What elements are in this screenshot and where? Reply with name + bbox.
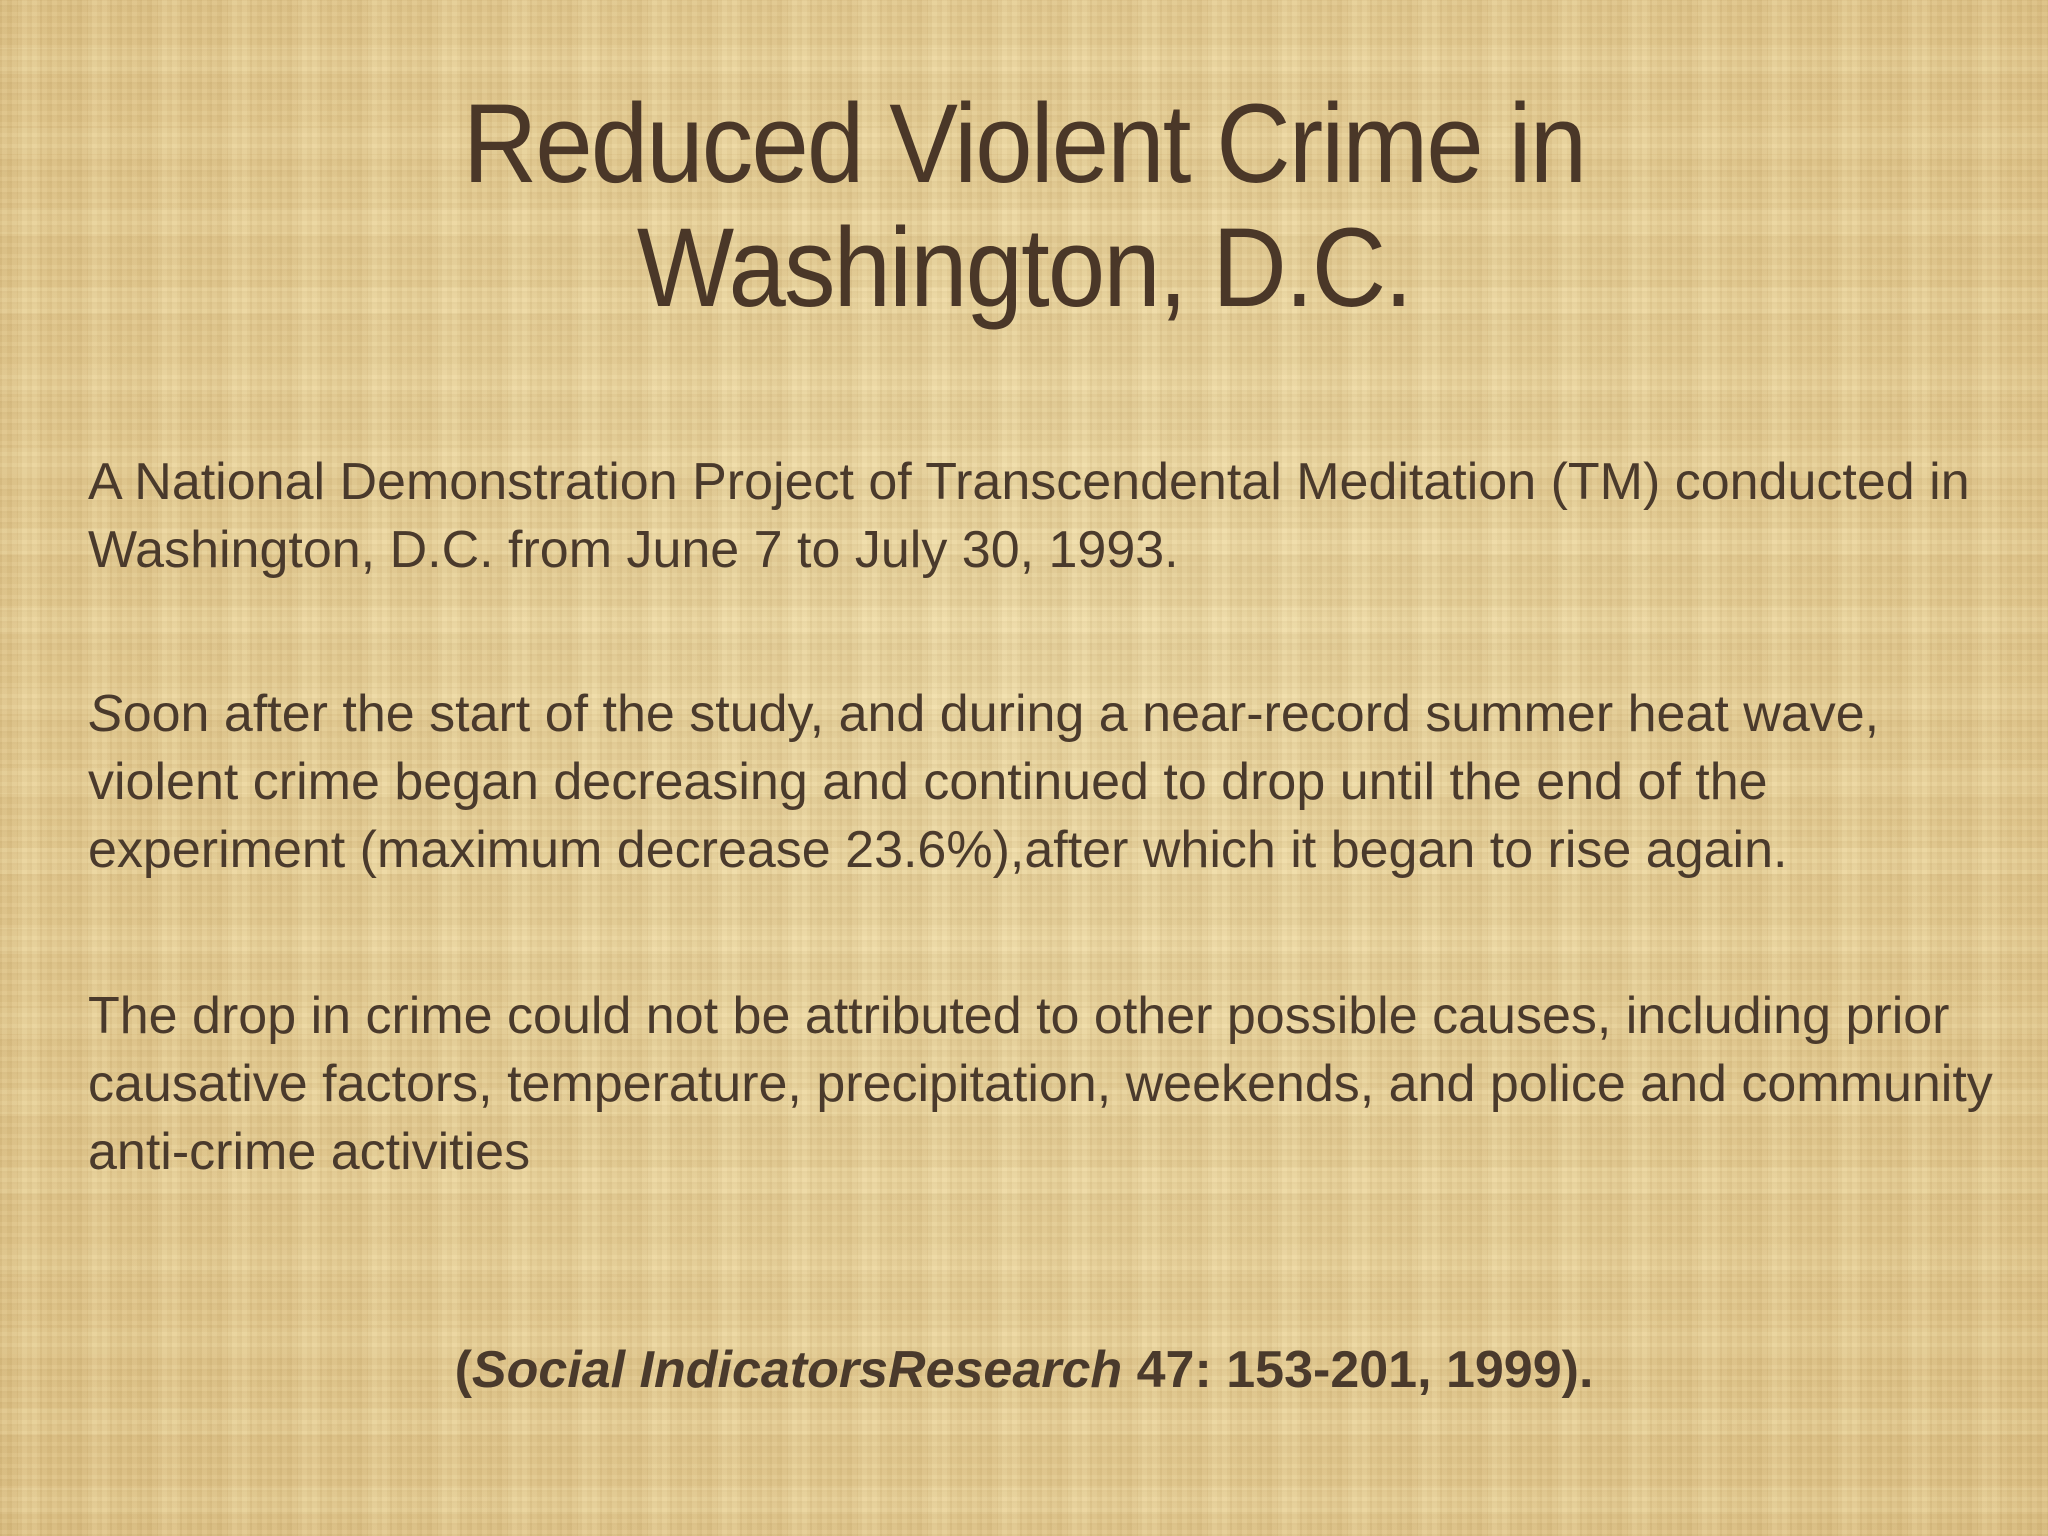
slide-body bbox=[88, 448, 2008, 1186]
slide-title bbox=[82, 82, 1966, 330]
paragraph-first-letter: S bbox=[88, 685, 123, 743]
citation-journal: Social IndicatorsResearch bbox=[471, 1341, 1123, 1399]
citation bbox=[0, 1340, 2048, 1400]
citation-open-paren: ( bbox=[454, 1341, 472, 1399]
title-line-1: Reduced Violent Crime in bbox=[462, 81, 1586, 206]
paragraph-crime-decrease-text: oon after the start of the study, and during a near-record summer heat wave, violent crime began decreasing and continued to drop until the end of the experiment (maximum decrease 23.6%),after which it began to rise again. bbox=[88, 685, 1880, 879]
title-line-2: Washington, D.C. bbox=[636, 205, 1412, 330]
paragraph-other-causes: The drop in crime could not be attributed to other possible causes, including prior causative factors, temperature, precipitation, weekends, and police and community anti-crime activities bbox=[88, 987, 1993, 1181]
citation-details: 47: 153-201, 1999). bbox=[1122, 1341, 1594, 1399]
paragraph-project-description: A National Demonstration Project of Transcendental Meditation (TM) conducted in Washington, D.C. from June 7 to July 30, 1993. bbox=[88, 453, 1970, 579]
paragraph-crime-decrease bbox=[88, 680, 2008, 884]
